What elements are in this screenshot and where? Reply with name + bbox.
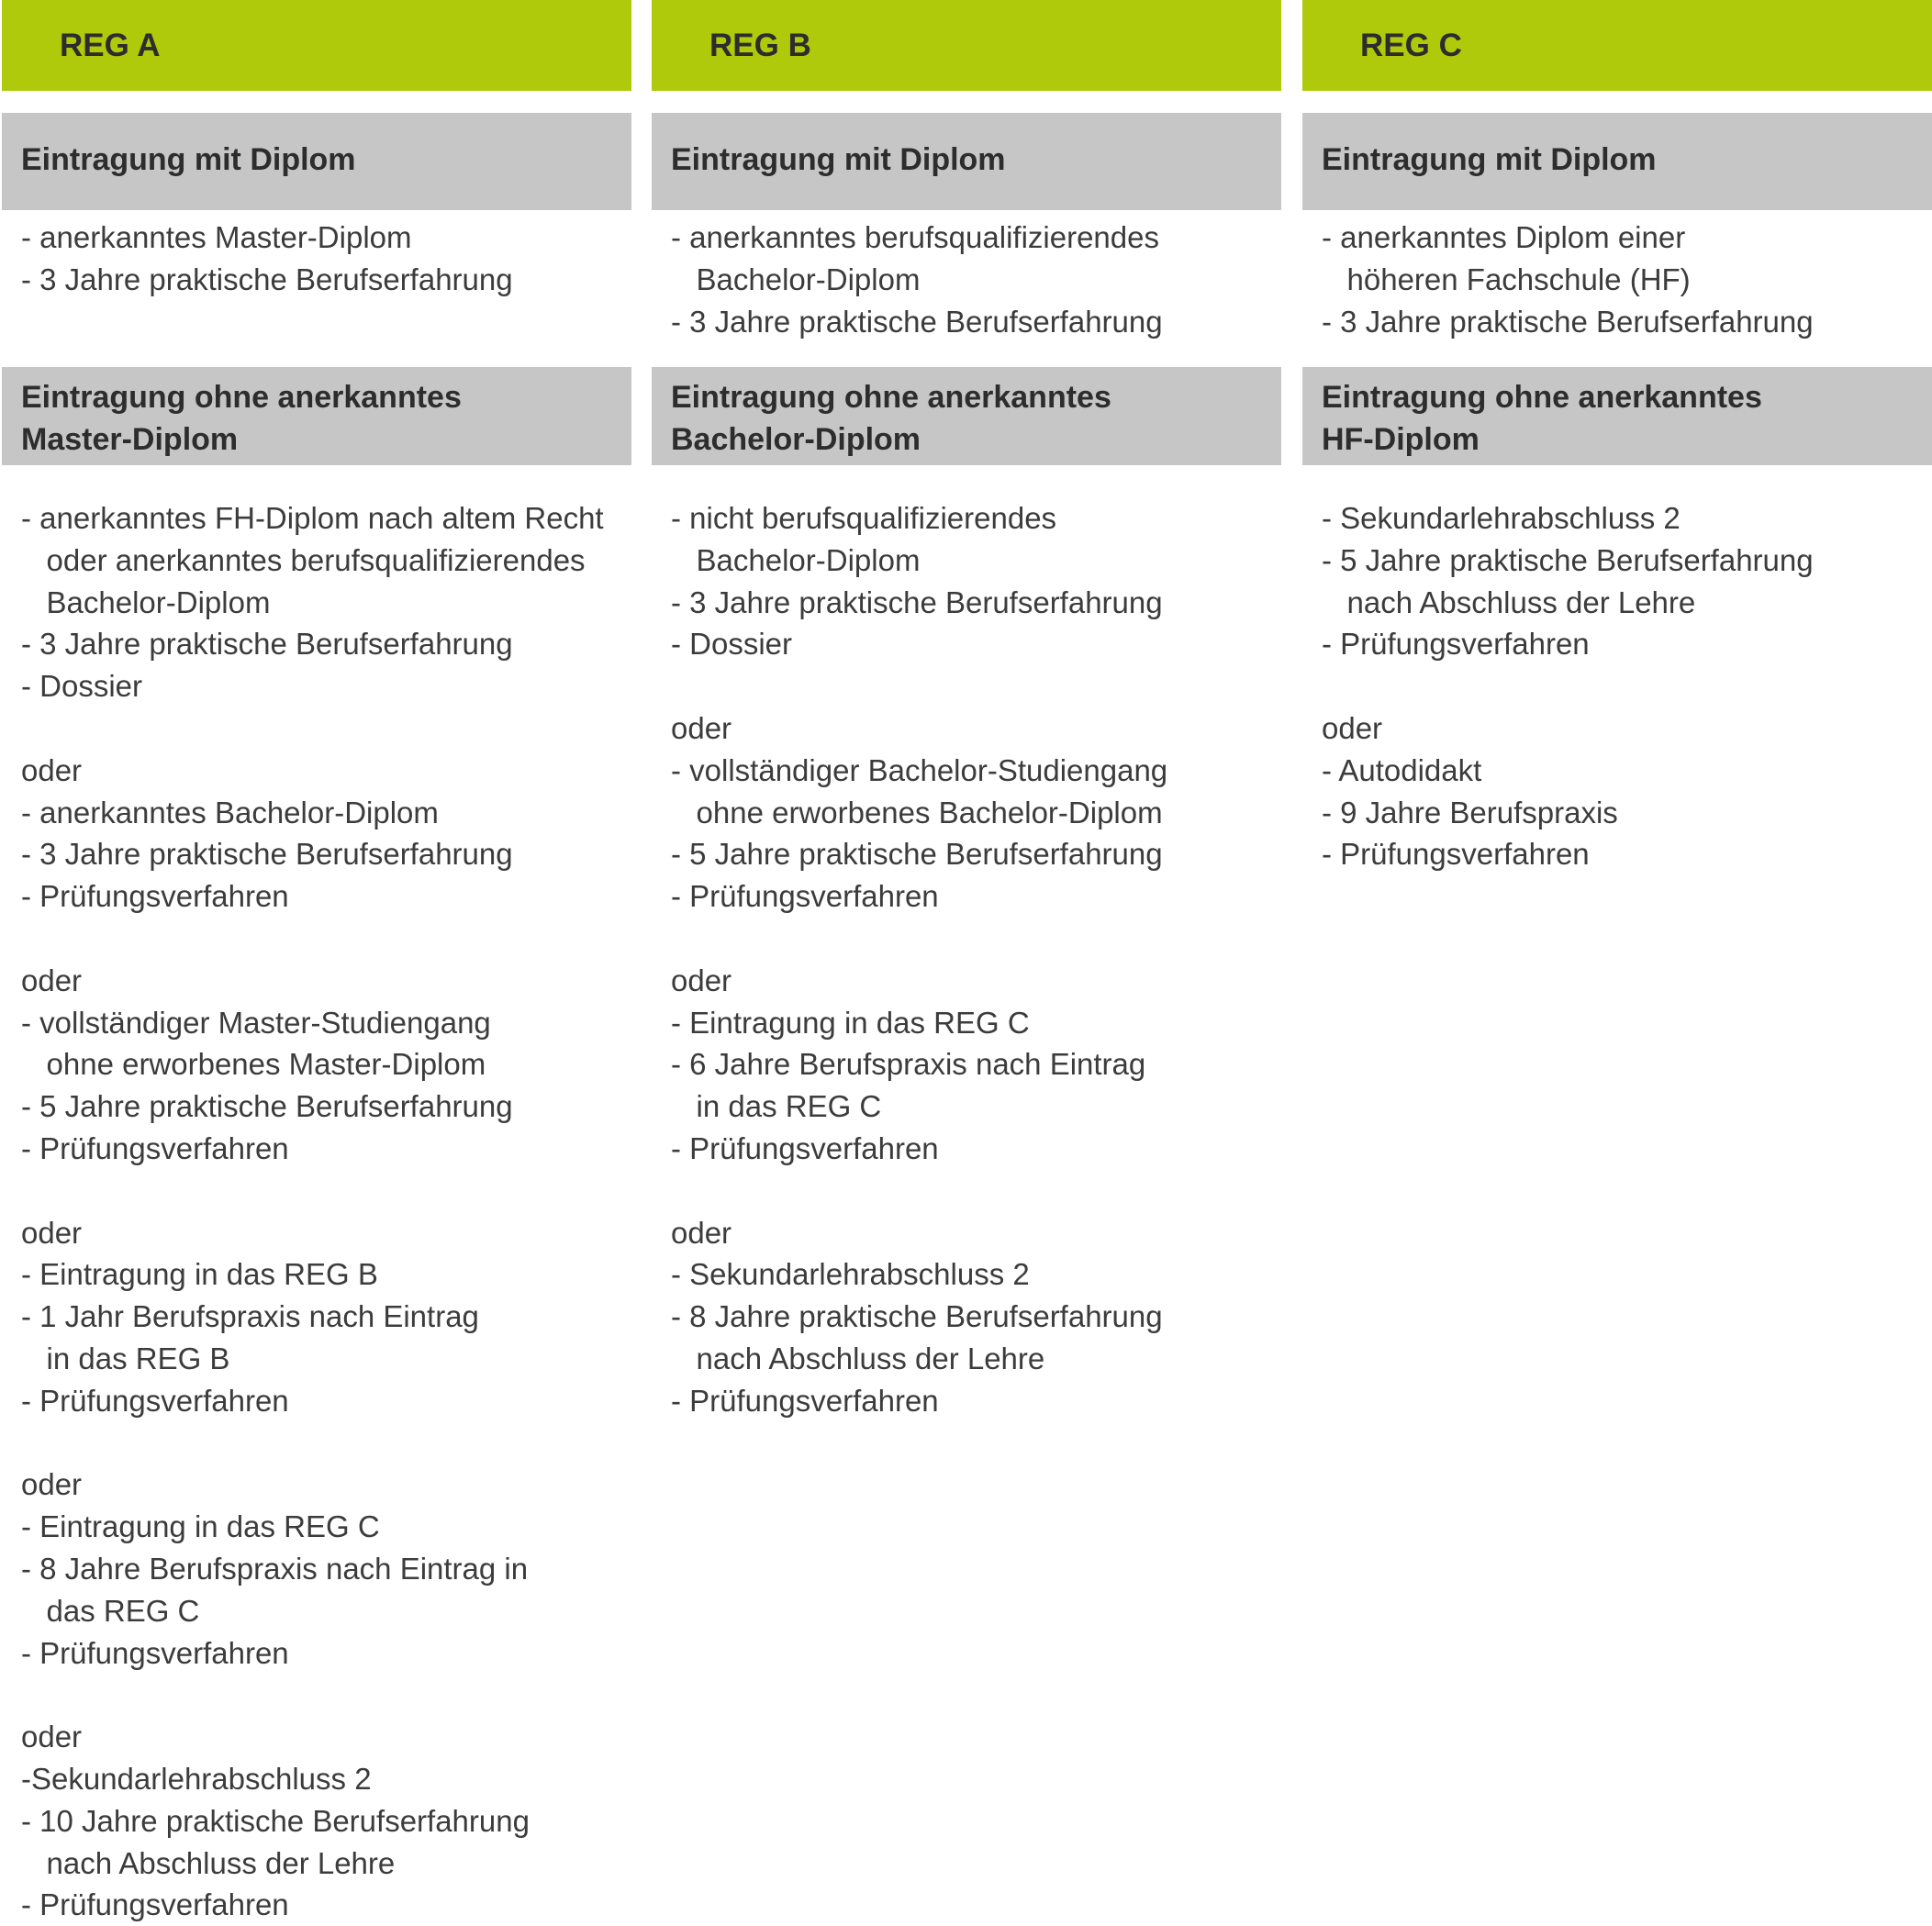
reg-a-no-diploma-requirements (21, 497, 631, 1926)
reg-c-no-diploma-heading-line1: Eintragung ohne anerkanntes (1322, 380, 1762, 415)
requirement-line: ohne erworbenes Master-Diplom (21, 1047, 486, 1082)
requirement-line: - vollständiger Master-Studiengang (21, 1005, 491, 1040)
reg-c-column (1302, 0, 1932, 872)
requirement-line: - Prüfungsverfahren (21, 1635, 289, 1670)
requirement-line: - 5 Jahre praktische Berufserfahrung (1322, 542, 1814, 577)
requirement-line: - anerkanntes berufsqualifizierendes (671, 220, 1159, 254)
blank-line (671, 918, 1281, 960)
requirement-line: - anerkanntes Master-Diplom (21, 220, 412, 254)
reg-a-column (2, 0, 631, 1922)
oder-separator: oder (21, 1215, 83, 1250)
requirement-line: in das REG C (671, 1089, 882, 1124)
requirement-line: - Prüfungsverfahren (671, 1383, 939, 1418)
blank-line (21, 1422, 631, 1464)
requirement-line: höheren Fachschule (HF) (1322, 262, 1691, 296)
reg-b-no-diploma-heading (652, 367, 1281, 465)
requirement-line: - 5 Jahre praktische Berufserfahrung (21, 1089, 513, 1124)
blank-line (21, 918, 631, 960)
requirement-line: - Sekundarlehrabschluss 2 (1322, 501, 1681, 535)
requirement-line: - Autodidakt (1322, 752, 1482, 787)
requirement-line: - 9 Jahre Berufspraxis (1322, 795, 1618, 829)
reg-b-no-diploma-requirements (671, 497, 1281, 1422)
requirement-line: - anerkanntes FH-Diplom nach altem Recht (21, 501, 604, 535)
requirement-line: - Eintragung in das REG C (21, 1509, 380, 1544)
requirement-line: nach Abschluss der Lehre (671, 1341, 1045, 1375)
requirement-line: in das REG B (21, 1341, 230, 1375)
requirement-line: - 3 Jahre praktische Berufserfahrung (21, 262, 513, 296)
requirement-line: - Prüfungsverfahren (21, 1130, 289, 1165)
reg-c-no-diploma-heading-line2: HF-Diplom (1322, 422, 1480, 457)
blank-line (21, 1170, 631, 1212)
reg-b-no-diploma-heading-line2: Bachelor-Diplom (671, 422, 921, 457)
requirement-line: - 1 Jahr Berufspraxis nach Eintrag (21, 1299, 479, 1334)
requirement-line: - 8 Jahre praktische Berufserfahrung (671, 1299, 1163, 1334)
requirement-line: nach Abschluss der Lehre (21, 1845, 396, 1880)
reg-c-no-diploma-requirements (1322, 497, 1932, 875)
requirement-line: - Dossier (671, 627, 793, 662)
requirement-line: - Dossier (21, 669, 143, 704)
requirement-line: - 3 Jahre praktische Berufserfahrung (671, 304, 1163, 339)
requirement-line: - 3 Jahre praktische Berufserfahrung (671, 584, 1163, 619)
requirement-line: - Prüfungsverfahren (1322, 627, 1590, 662)
requirement-line: - anerkanntes Bachelor-Diplom (21, 795, 439, 829)
requirement-line: Bachelor-Diplom (21, 584, 271, 619)
requirement-line: Bachelor-Diplom (671, 542, 921, 577)
oder-separator: oder (21, 1467, 83, 1502)
reg-b-diploma-heading (652, 113, 1281, 210)
requirement-line: - Prüfungsverfahren (671, 1130, 939, 1165)
reg-b-no-diploma-heading-line1: Eintragung ohne anerkanntes (671, 380, 1111, 415)
requirement-line: - 6 Jahre Berufspraxis nach Eintrag (671, 1047, 1146, 1082)
reg-c-diploma-heading (1302, 113, 1932, 210)
reg-a-no-diploma-heading (2, 367, 631, 465)
blank-line (21, 1674, 631, 1716)
requirement-line: - anerkanntes Diplom einer (1322, 220, 1686, 254)
requirement-line: - 3 Jahre praktische Berufserfahrung (21, 837, 513, 872)
oder-separator: oder (21, 752, 83, 787)
oder-separator: oder (671, 710, 732, 745)
reg-c-diploma-heading-text: Eintragung mit Diplom (1322, 142, 1657, 177)
blank-line (671, 665, 1281, 707)
requirement-line: - Prüfungsverfahren (671, 879, 939, 914)
requirement-line: - Eintragung in das REG C (671, 1005, 1030, 1040)
requirement-line: - 10 Jahre praktische Berufserfahrung (21, 1803, 530, 1838)
requirement-line: nach Abschluss der Lehre (1322, 584, 1696, 619)
requirement-line: -Sekundarlehrabschluss 2 (21, 1761, 372, 1796)
blank-line (671, 1170, 1281, 1212)
requirement-line: - Prüfungsverfahren (1322, 837, 1590, 872)
requirement-line: - Sekundarlehrabschluss 2 (671, 1257, 1030, 1292)
requirement-line: - 5 Jahre praktische Berufserfahrung (671, 837, 1163, 872)
requirement-line: - Prüfungsverfahren (21, 1383, 289, 1418)
reg-c-header: REG C (1302, 0, 1932, 91)
requirement-line: das REG C (21, 1593, 200, 1628)
requirement-line: oder anerkanntes berufsqualifizierendes (21, 542, 586, 577)
reg-a-no-diploma-heading-line1: Eintragung ohne anerkanntes (21, 380, 462, 415)
reg-b-column (652, 0, 1281, 1418)
requirement-line: - 3 Jahre praktische Berufserfahrung (21, 627, 513, 662)
reg-b-header: REG B (652, 0, 1281, 91)
reg-a-diploma-requirements (21, 217, 631, 301)
requirement-line: ohne erworbenes Bachelor-Diplom (671, 795, 1163, 829)
oder-separator: oder (21, 963, 83, 997)
reg-c-no-diploma-heading (1302, 367, 1932, 465)
reg-a-no-diploma-heading-line2: Master-Diplom (21, 422, 239, 457)
reg-a-diploma-heading-text: Eintragung mit Diplom (21, 142, 356, 177)
oder-separator: oder (1322, 710, 1383, 745)
reg-b-diploma-requirements (671, 217, 1281, 342)
oder-separator: oder (21, 1720, 83, 1754)
requirement-line: - Prüfungsverfahren (21, 1887, 289, 1922)
requirement-line: - Eintragung in das REG B (21, 1257, 378, 1292)
blank-line (1322, 665, 1932, 707)
requirement-line: Bachelor-Diplom (671, 262, 921, 296)
reg-c-diploma-requirements (1322, 217, 1932, 342)
requirement-line: - 3 Jahre praktische Berufserfahrung (1322, 304, 1814, 339)
blank-line (21, 707, 631, 750)
reg-b-diploma-heading-text: Eintragung mit Diplom (671, 142, 1006, 177)
requirement-line: - 8 Jahre Berufspraxis nach Eintrag in (21, 1551, 529, 1586)
oder-separator: oder (671, 1215, 732, 1250)
reg-a-header: REG A (2, 0, 631, 91)
requirement-line: - Prüfungsverfahren (21, 879, 289, 914)
reg-a-diploma-heading (2, 113, 631, 210)
requirement-line: - vollständiger Bachelor-Studiengang (671, 752, 1168, 787)
oder-separator: oder (671, 963, 732, 997)
requirement-line: - nicht berufsqualifizierendes (671, 501, 1057, 535)
